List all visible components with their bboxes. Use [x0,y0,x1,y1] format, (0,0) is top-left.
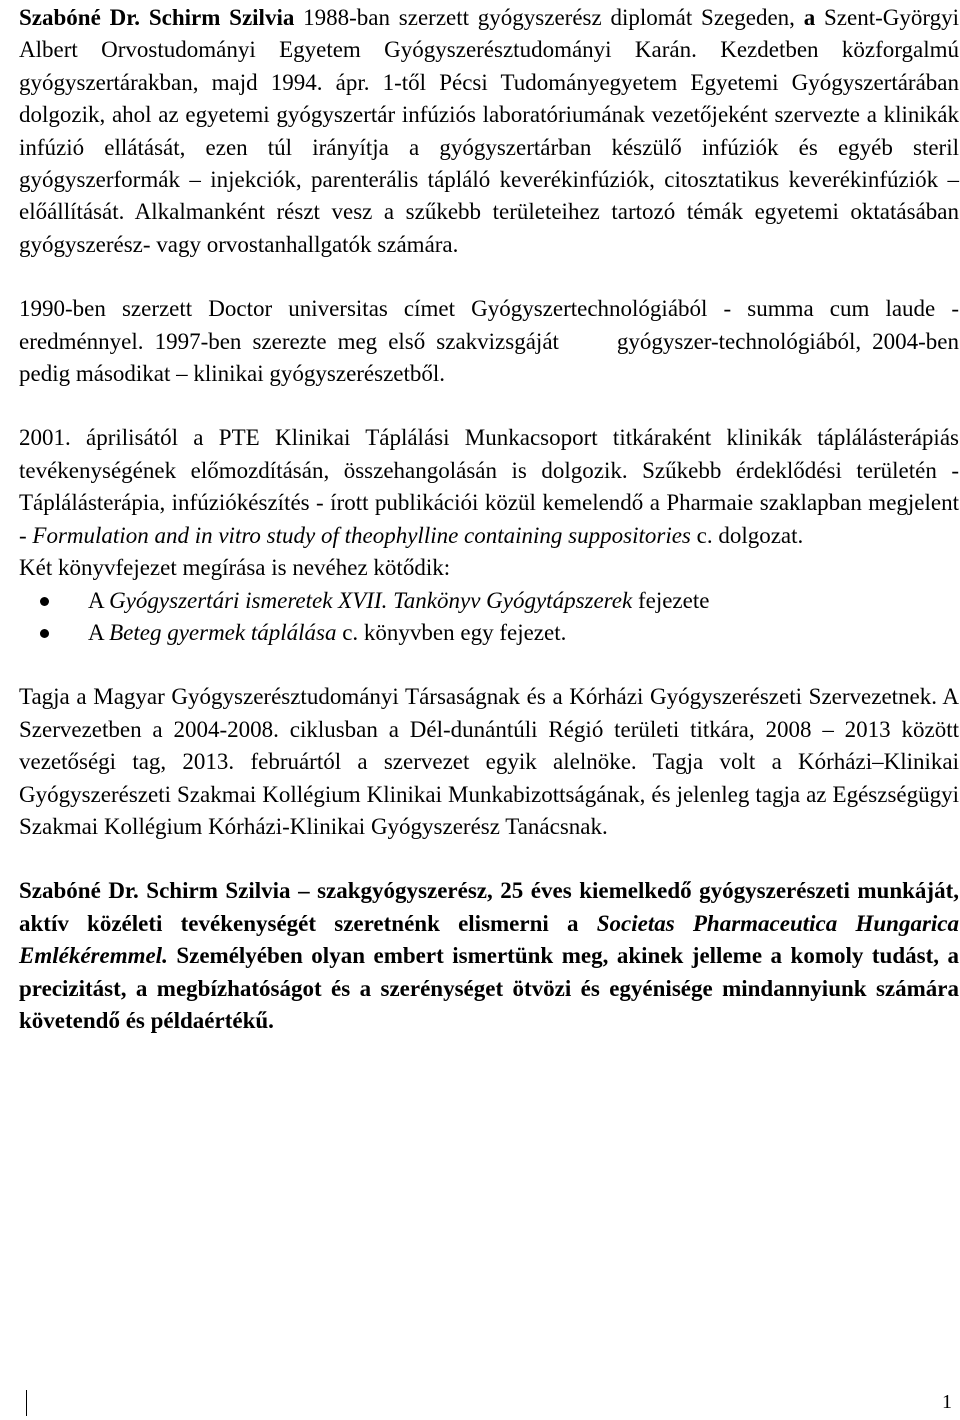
publication-title: Formulation and in vitro study of theophylline containing suppositories [32,522,691,548]
paragraph-book-chapters: Két könyvfejezet megírása is nevéhez kötődik: [19,555,451,581]
page-number: 1 [942,1391,952,1413]
paragraph-doctorate: 1990-ben szerzett Doctor universitas címet Gyógyszertechnológiából - summa cum laude - eredménnyel. 1997-ben szerezte meg első szakvizsgáját gyógyszer-technológiából, 2004-ben pedig másodikat – klinikai gyógyszerészetből. [19,296,959,387]
paragraph-memberships: Tagja a Magyar Gyógyszerésztudományi Társaságnak és a Kórházi Gyógyszerészeti Szervezetnek. A Szervezetben a 2004-2008. ciklusban a Dél-dunántúli Régió területi titkára, 2008 – 2013 között vezetőségi tag, 2013. februártól a szervezet egyik alelnöke. Tagja volt a Kórházi–Klinikai Gyógyszerészeti Szakmai Kollégium Klinikai Munkabizottságának, és jelenleg tagja az Egészségügyi Szakmai Kollégium Kórházi-Klinikai Gyógyszerész Tanácsnak. [19,684,959,839]
document-page [19,2,959,1037]
paragraph-nutrition-work: 2001. áprilisától a PTE Klinikai Táplálási Munkacsoport titkáraként klinikák táplálásterápiás tevékenységének előmozdításán, összehangolásán is dolgozik. Szűkebb érdeklődési területén - Táplálásterápia, infúziókészítés - írott publikációi közül kemelendő a Pharmaie szaklapban megjelent - Formulation and in vitro study of theophylline containing suppositories c. dolgozat. [19,425,959,548]
paragraph-award-recommendation: Szabóné Dr. Schirm Szilvia – szakgyógyszerész, 25 éves kiemelkedő gyógyszerészeti munkáját, aktív közéleti tevékenységét szeretnénk elismerni a Societas Pharmaceutica Hungarica Emlékéremmel. Személyében olyan embert ismertünk meg, akinek jelleme a komoly tudást, a precizitást, a megbízhatóságot és a szerénységet ötvözi és egyénisége mindannyiunk számára követendő és példaértékű. [19,878,959,1033]
list-item: A Gyógyszertári ismeretek XVII. Tankönyv Gyógytápszerek fejezete [19,585,959,617]
award-name: Societas Pharmaceutica Hungarica Emlékéremmel. [19,910,959,969]
footer-divider [26,1390,27,1416]
bullet-icon [40,629,49,638]
list-item: A Beteg gyermek táplálása c. könyvben egy fejezet. [19,617,959,649]
book-chapter-list [19,585,959,650]
paragraph-intro: Szabóné Dr. Schirm Szilvia 1988-ban szerzett gyógyszerész diplomát Szegeden, a Szent-Györgyi Albert Orvostudományi Egyetem Gyógyszerésztudományi Karán. Kezdetben közforgalmú gyógyszertárakban, majd 1994. ápr. 1-től Pécsi Tudományegyetem Egyetemi Gyógyszertárában dolgozik, ahol az egyetemi gyógyszertár infúziós laboratóriumának vezetőjeként szervezte a klinikák infúzió ellátását, ezen túl irányítja a gyógyszertárban készülő infúziók és egyéb steril gyógyszerformák – injekciók, parenterális tápláló keverékinfúziók, citosztatikus keverékinfúziók – előállítását. Alkalmanként részt vesz a szűkebb területeihez tartozó témák egyetemi oktatásában gyógyszerész- vagy orvostanhallgatók számára. [19,5,959,257]
person-name: Szabóné Dr. Schirm Szilvia [19,5,295,30]
bullet-icon [40,597,49,606]
